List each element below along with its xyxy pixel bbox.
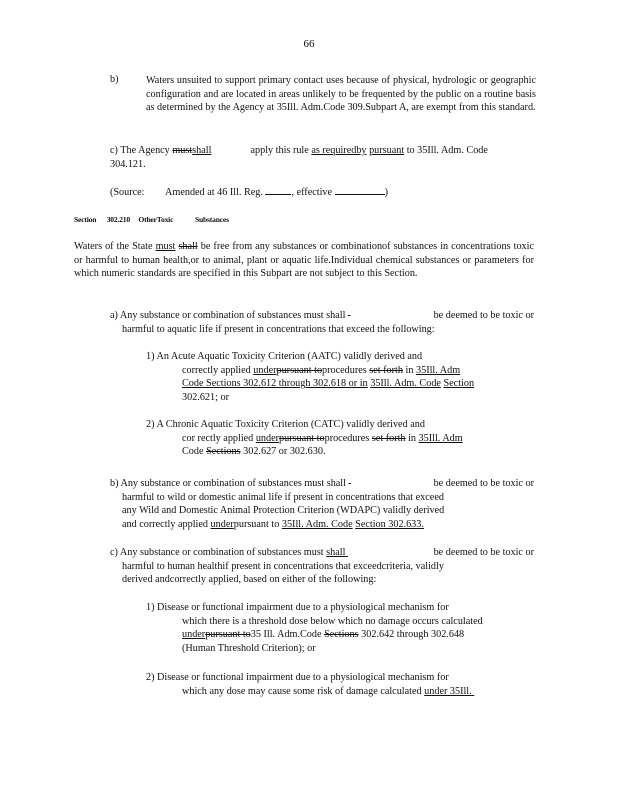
a1-under: under bbox=[253, 364, 277, 376]
a1-l3b: Section bbox=[443, 378, 475, 390]
b2-line2: harmful to wild or domestic animal life if present in concentrations that exceed bbox=[122, 491, 444, 503]
section-title-a: OtherToxic bbox=[138, 215, 174, 224]
c2i1-l3a: 35 Ill. Adm.Code bbox=[250, 629, 322, 641]
b2-line1b: be deemed to be toxic or bbox=[433, 478, 534, 489]
a2-ref: 35Ill. Adm bbox=[418, 432, 463, 444]
a2-l3a: Code bbox=[182, 446, 204, 458]
c2i1-pursuant: pursuant to bbox=[205, 629, 251, 641]
item-c-prefix: c) The Agency bbox=[110, 145, 170, 156]
item-c-must: must bbox=[172, 145, 193, 156]
source-amended: Amended at 46 Ill. Reg. bbox=[165, 187, 263, 198]
para-c2 bbox=[110, 546, 534, 587]
c2i2-l1: 2) Disease or functional impairment due to a physiological mechanism for bbox=[146, 672, 449, 683]
section-number: 302.210 bbox=[106, 215, 130, 224]
item-c-pursuant: pursuant bbox=[369, 145, 405, 156]
a2-l2c: in bbox=[408, 432, 416, 444]
a1-l3: Code Sections 302.612 through 302.618 or in bbox=[182, 378, 368, 390]
c2-line3: derived andcorrectly applied, based on either of the following: bbox=[122, 574, 377, 586]
c2i1-under: under bbox=[182, 629, 206, 641]
section-label: Section bbox=[74, 215, 97, 224]
c2i1-l3b: 302.642 through 302.648 bbox=[361, 629, 465, 641]
c2-line1b: be deemed to be toxic or bbox=[433, 547, 534, 558]
a2-setforth: set forth bbox=[371, 432, 406, 444]
a2-pursuant: pursuant to bbox=[279, 432, 325, 444]
a2-sections: Sections bbox=[206, 446, 241, 458]
para-a-item1 bbox=[146, 350, 536, 404]
item-c-mid: apply this rule bbox=[250, 145, 309, 156]
intro-must: must bbox=[155, 241, 176, 252]
c2i1-l2: which there is a threshold dose below which no damage occurs calculated bbox=[182, 615, 483, 627]
para-a-line1b: be deemed to be toxic or bbox=[433, 310, 534, 321]
a1-l2c: in bbox=[405, 364, 414, 376]
item-b-label: b) bbox=[110, 74, 119, 85]
a1-l4: 302.621; or bbox=[182, 391, 229, 403]
para-a-item1-l1: 1) An Acute Aquatic Toxicity Criterion (AATC) validly derived and bbox=[146, 351, 423, 362]
a2-l1: 2) A Chronic Aquatic Toxicity Criterion (CATC) validly derived and bbox=[146, 419, 425, 430]
page-number: 66 bbox=[303, 38, 315, 50]
intro-paragraph bbox=[74, 240, 534, 281]
a1-ref1: 35Ill. Adm bbox=[416, 364, 461, 376]
item-c-as-required: as requiredby bbox=[311, 145, 367, 156]
section-heading bbox=[74, 215, 229, 224]
b2-line4b: pursuant to bbox=[233, 518, 280, 530]
para-a-item2 bbox=[146, 418, 536, 459]
source-close: ) bbox=[384, 187, 388, 198]
c2i2-under: under 35Ill. bbox=[424, 685, 472, 697]
intro-p1: Waters of the State bbox=[74, 241, 153, 252]
b2-line4a: and correctly applied bbox=[122, 518, 208, 530]
b2-line1a: b) Any substance or combination of substances must shall bbox=[110, 478, 346, 489]
para-b2 bbox=[110, 477, 534, 531]
a1-setforth: set forth bbox=[369, 364, 403, 376]
source-effective: effective bbox=[296, 187, 333, 198]
a1-l2a: correctly applied bbox=[182, 364, 251, 376]
source-open: (Source: bbox=[110, 187, 145, 198]
c2i2-l2: which any dose may cause some risk of damage calculated bbox=[182, 685, 422, 697]
source-line: (Source: Amended at 46 Ill. Reg. , effective ) bbox=[110, 187, 388, 198]
para-a-line2: harmful to aquatic life if present in concentrations that exceed the following: bbox=[122, 323, 435, 335]
b2-under: under bbox=[210, 518, 234, 530]
c2-line1a: c) Any substance or combination of substances must bbox=[110, 547, 324, 558]
intro-p2: be free from any substances or combinationof substances in concentrations toxic or harmful to human health,or to animal, plant or aquatic life.Individual chemical substances or parameters for which numeric standards are specified in this Subpart are not subject to this Section. bbox=[74, 241, 535, 280]
item-c-text bbox=[110, 144, 526, 171]
c2i1-l1: 1) Disease or functional impairment due to a physiological mechanism for bbox=[146, 602, 449, 613]
c2i1-l4: (Human Threshold Criterion); or bbox=[182, 642, 316, 654]
c2-line2: harmful to human healthif present in concentrations that exceedcriteria, validly bbox=[122, 560, 444, 572]
para-a bbox=[110, 309, 534, 336]
b2-line3: any Wild and Domestic Animal Protection Criterion (WDAPC) validly derived bbox=[122, 505, 445, 517]
b2-line4c: Section 302.633. bbox=[355, 518, 424, 530]
intro-shall: shall bbox=[178, 241, 198, 252]
item-c-shall: shall bbox=[192, 145, 212, 156]
a2-l3b: 302.627 or 302.630. bbox=[243, 446, 326, 458]
item-b-text: Waters unsuited to support primary contact uses because of physical, hydrologic or geographic configuration and are located in areas unlikely to be frequented by the public on a routine basis as determined by the Agency at 35Ill. Adm.Code 309.Subpart A, are exempt from this standard. bbox=[146, 75, 536, 114]
section-title-b: Substances bbox=[194, 215, 229, 224]
a2-l2a: cor rectly applied bbox=[182, 432, 254, 444]
a2-l2b: procedures bbox=[324, 432, 370, 444]
para-c2-item1 bbox=[146, 601, 536, 655]
para-c2-item2 bbox=[146, 671, 536, 698]
item-c-rest: to 35Ill. Adm. Code 304.121. bbox=[110, 145, 488, 170]
a1-pursuant: pursuant to bbox=[276, 364, 323, 376]
c2i1-sections: Sections bbox=[324, 629, 359, 641]
b2-ref: 35Ill. Adm. Code bbox=[281, 518, 353, 530]
a1-ref2: 35Ill. Adm. Code bbox=[370, 378, 441, 390]
a1-l2b: procedures bbox=[322, 364, 367, 376]
c2-shall: shall bbox=[326, 547, 346, 558]
para-a-line1a: a) Any substance or combination of substances must shall bbox=[110, 310, 346, 321]
a2-under: under bbox=[255, 432, 280, 444]
